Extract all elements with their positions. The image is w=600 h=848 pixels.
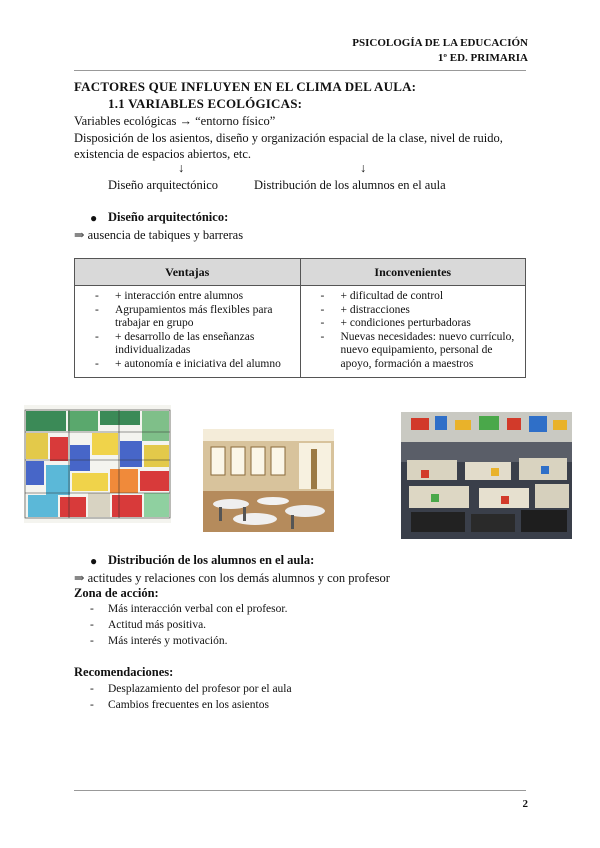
section2-implies: ⇒ actitudes y relaciones con los demás alumnos y con profesor (74, 571, 390, 585)
list-item: - Nuevas necesidades: nuevo currículo, nuevo equipamiento, personal de apoyo, formación a maestros (320, 330, 515, 370)
recom-list (90, 681, 292, 713)
floor-plan-image (24, 405, 171, 523)
list-item: - Más interacción verbal con el profesor. (90, 603, 288, 615)
pros-cons-table (74, 258, 526, 378)
bullet-icon: ● (90, 211, 98, 225)
list-item: - Actitud más positiva. (90, 619, 207, 631)
table-header-ventajas: Ventajas (75, 259, 301, 286)
arrow-down-left-icon: ↓ (178, 161, 185, 175)
list-item: - + condiciones perturbadoras (320, 317, 471, 329)
list-item: - + interacción entre alumnos (95, 290, 244, 302)
classroom-photo-1 (203, 429, 334, 532)
section1-implies: ⇒ ausencia de tabiques y barreras (74, 228, 244, 242)
zona-heading: Zona de acción: (74, 586, 159, 600)
text-line-1: Variables ecológicas → “entorno físico” (74, 114, 276, 128)
text-line-2: Disposición de los asientos, diseño y organización espacial de la clase, nivel de ruido, (74, 131, 503, 145)
recom-heading: Recomendaciones: (74, 665, 174, 679)
section1-heading: Diseño arquitectónico: (108, 210, 229, 224)
zona-list (90, 601, 287, 649)
list-item: - Cambios frecuentes en los asientos (90, 699, 269, 711)
text-line-3: existencia de espacios abiertos, etc. (74, 147, 252, 161)
page-number: 2 (522, 798, 528, 810)
list-item: - Desplazamiento del profesor por el aula (90, 683, 292, 695)
list-item: - + desarrollo de las enseñanzas individualizadas (95, 330, 255, 356)
table-header-inconvenientes: Inconvenientes (300, 259, 526, 286)
section-subtitle: 1.1 VARIABLES ECOLÓGICAS: (108, 96, 303, 111)
arrow-down-right-icon: ↓ (360, 161, 367, 175)
list-item: - + distracciones (320, 303, 410, 316)
header-rule (74, 70, 526, 71)
header-course: 1º ED. PRIMARIA (437, 52, 528, 64)
list-item: - + autonomía e iniciativa del alumno (95, 357, 281, 370)
bullet-icon: ● (90, 554, 98, 568)
footer-rule (74, 790, 526, 791)
list-item: - + dificultad de control (320, 290, 444, 302)
ventajas-cell (75, 286, 301, 378)
page-header (352, 36, 528, 66)
header-subject: PSICOLOGÍA DE LA EDUCACIÓN (352, 37, 528, 49)
inconvenientes-cell (300, 286, 526, 378)
page-title: FACTORES QUE INFLUYEN EN EL CLIMA DEL AULA: (74, 79, 417, 94)
branch-label-right: Distribución de los alumnos en el aula (254, 178, 446, 192)
list-item: - Más interés y motivación. (90, 635, 228, 647)
section2-heading: Distribución de los alumnos en el aula: (108, 553, 315, 567)
list-item: - Agrupamientos más flexibles para trabajar en grupo (95, 303, 273, 329)
branch-label-left: Diseño arquitectónico (108, 178, 219, 192)
classroom-photo-2 (401, 412, 572, 539)
